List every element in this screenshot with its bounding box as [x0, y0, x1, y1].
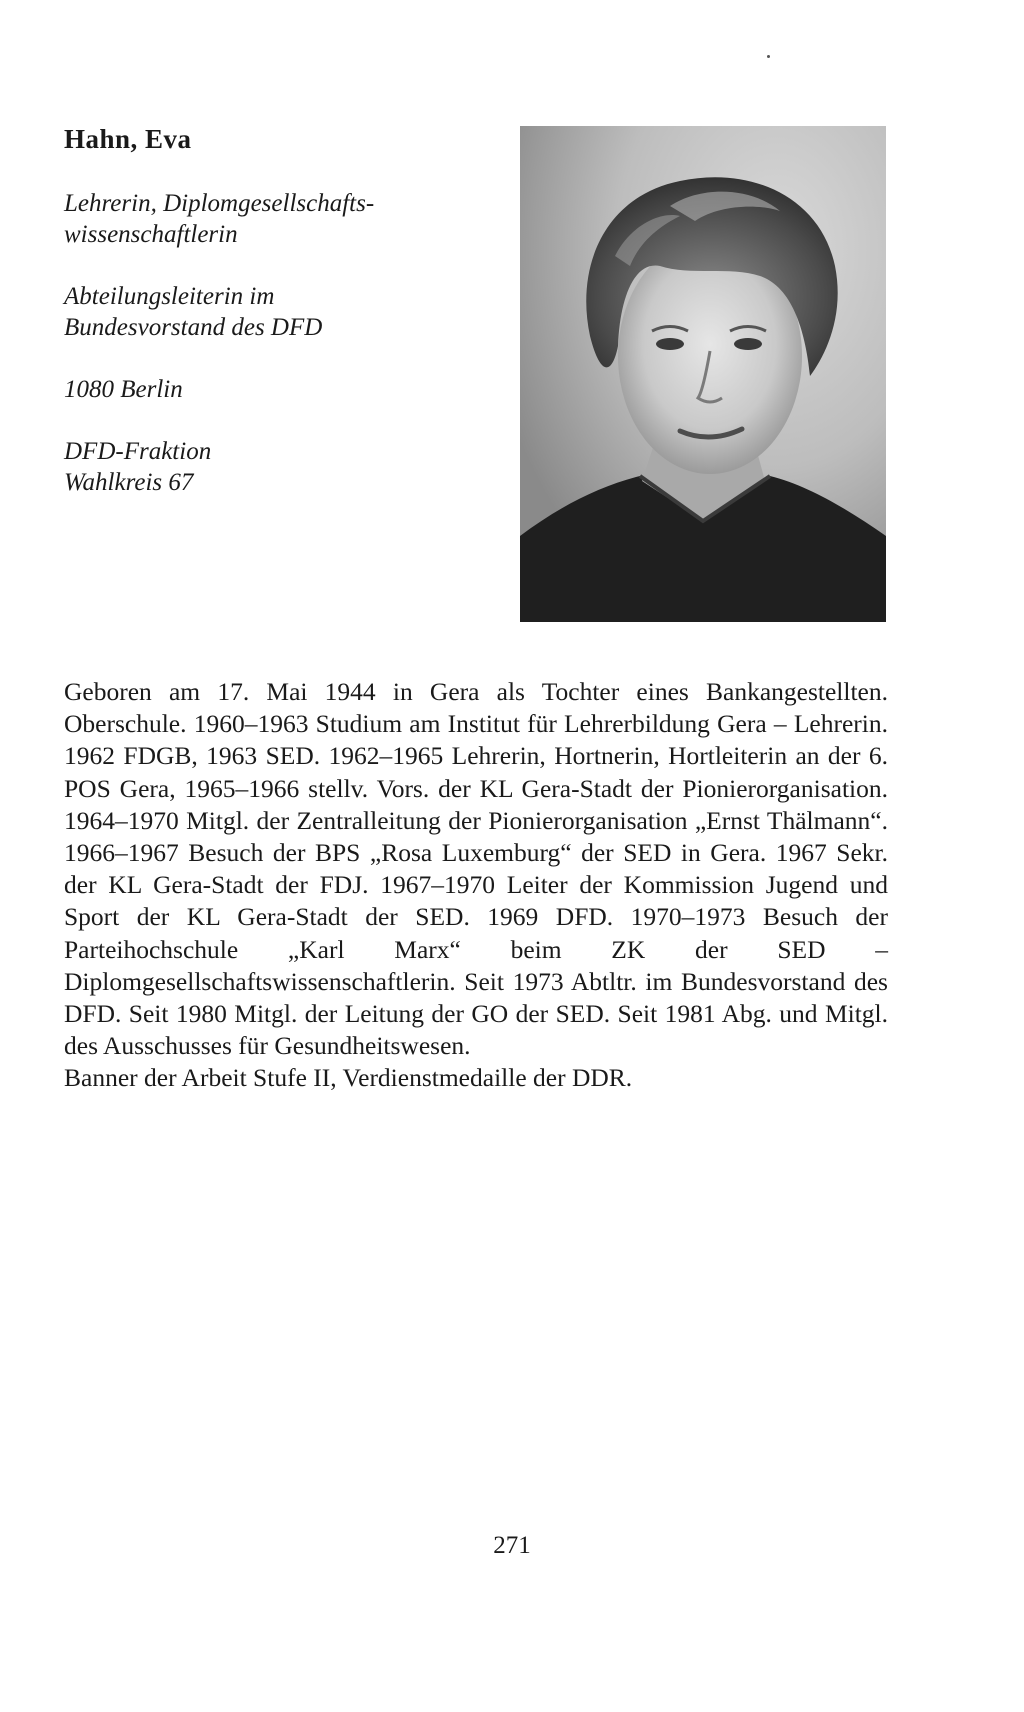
- portrait-illustration: [520, 126, 886, 622]
- occupation: [64, 188, 484, 250]
- biography-text: Geboren am 17. Mai 1944 in Gera als Tochter eines Bankangestellten. Oberschule. 1960–1963 Studium am Institut für Lehrerbildung Gera – Lehrerin. 1962 FDGB, 1963 SED. 1962–1965 Lehrerin, Hortnerin, Hortleiterin an der 6. POS Gera, 1965–1966 stellv. Vors. der KL Gera-Stadt der Pionierorganisation. 1964–1970 Mitgl. der Zentralleitung der Pionierorganisation „Ernst Thälmann“. 1966–1967 Besuch der BPS „Rosa Luxemburg“ der SED in Gera. 1967 Sekr. der KL Gera-Stadt der FDJ. 1967–1970 Leiter der Kommission Jugend und Sport der KL Gera-Stadt der SED. 1969 DFD. 1970–1973 Besuch der Parteihochschule „Karl Marx“ beim ZK der SED – Diplomgesellschaftswissenschaftlerin. Seit 1973 Abtltr. im Bundesvorstand des DFD. Seit 1980 Mitgl. der Leitung der GO der SED. Seit 1981 Abg. und Mitgl. des Ausschusses für Gesundheitswesen.: [64, 677, 888, 1061]
- awards-text: Banner der Arbeit Stufe II, Verdienstmedaille der DDR.: [64, 1063, 633, 1093]
- occupation-line: wissenschaftlerin: [64, 221, 238, 248]
- person-details: [64, 188, 484, 529]
- position-line: Bundesvorstand des DFD: [64, 314, 323, 341]
- biography: [64, 676, 888, 1095]
- page-number: 271: [493, 1532, 531, 1559]
- portrait-photo: [520, 126, 886, 622]
- residence: [64, 374, 484, 405]
- residence-line: 1080 Berlin: [64, 376, 183, 403]
- occupation-line: Lehrerin, Diplomgesellschafts-: [64, 190, 375, 217]
- print-speck: [767, 55, 770, 58]
- faction: [64, 436, 484, 498]
- faction-line: DFD-Fraktion: [64, 438, 212, 465]
- position: [64, 281, 484, 343]
- person-name: Hahn, Eva: [64, 124, 192, 154]
- constituency-line: Wahlkreis 67: [64, 469, 194, 496]
- position-line: Abteilungsleiterin im: [64, 283, 275, 310]
